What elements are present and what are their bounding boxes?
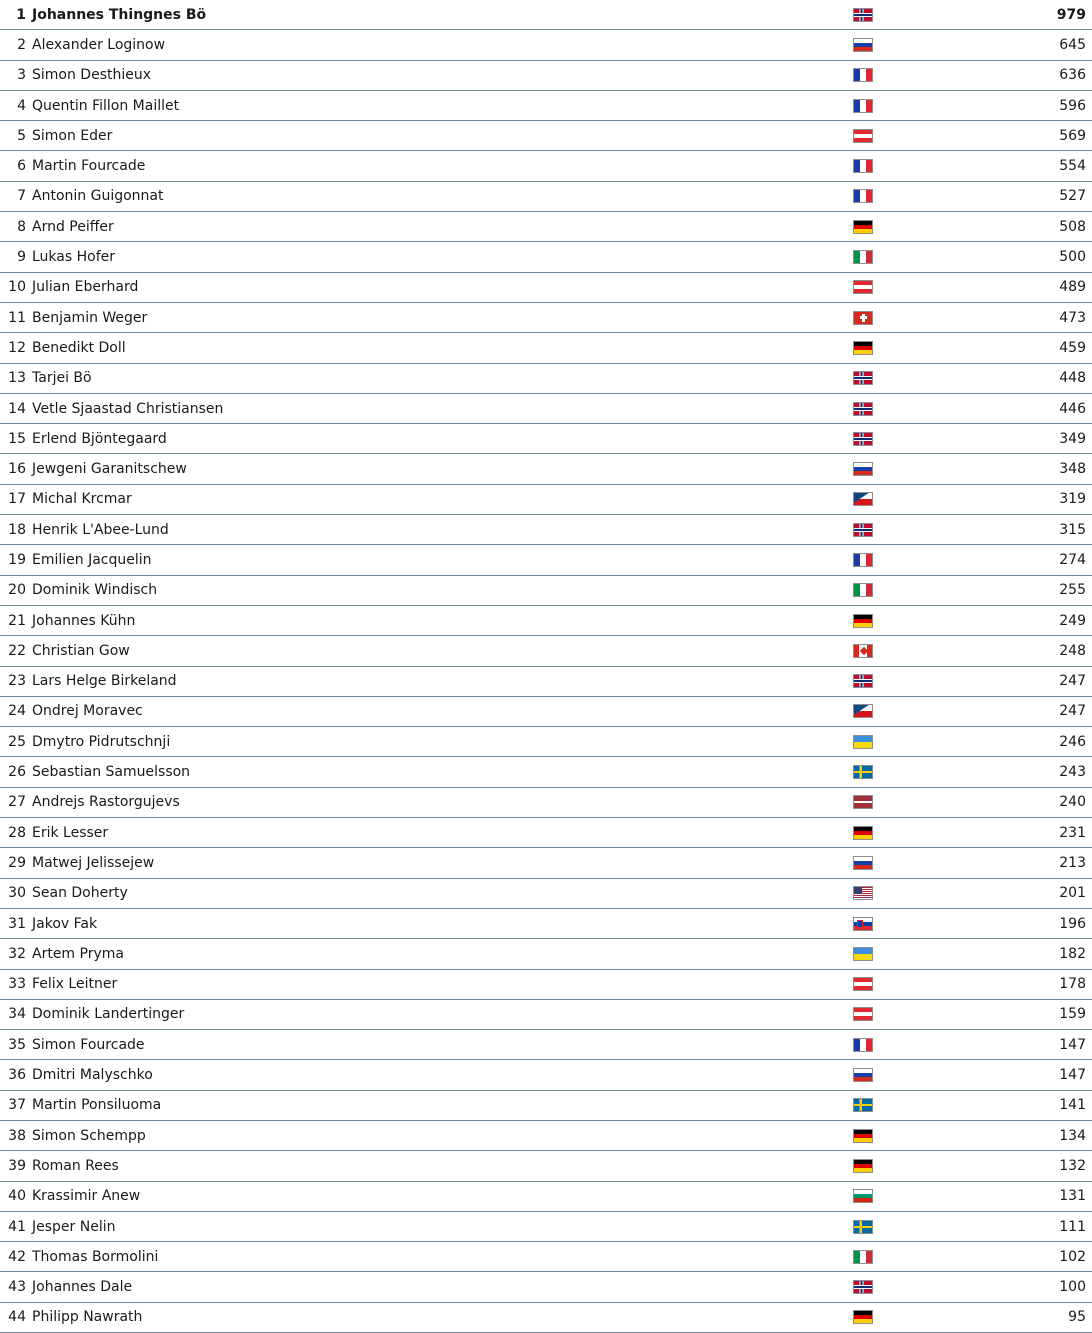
table-row	[0, 666, 1092, 696]
points-cell: 473	[912, 302, 1092, 332]
rank-cell: 31	[0, 908, 32, 938]
flag-cell	[852, 1242, 912, 1272]
athlete-name: Antonin Guigonnat	[32, 181, 852, 211]
athlete-name: Michal Krcmar	[32, 484, 852, 514]
points-cell: 246	[912, 727, 1092, 757]
rank-cell: 5	[0, 121, 32, 151]
italy-flag-icon	[853, 583, 873, 597]
points-cell: 596	[912, 90, 1092, 120]
flag-cell	[852, 60, 912, 90]
austria-flag-icon	[853, 977, 873, 991]
italy-flag-icon	[853, 250, 873, 264]
rank-cell: 36	[0, 1060, 32, 1090]
points-cell: 569	[912, 121, 1092, 151]
flag-cell	[852, 363, 912, 393]
rank-cell: 34	[0, 999, 32, 1029]
table-row	[0, 181, 1092, 211]
flag-cell	[852, 696, 912, 726]
rank-cell: 29	[0, 848, 32, 878]
rank-cell: 33	[0, 969, 32, 999]
rank-cell: 32	[0, 939, 32, 969]
table-row	[0, 1151, 1092, 1181]
table-row	[0, 818, 1092, 848]
table-row	[0, 363, 1092, 393]
points-cell: 247	[912, 666, 1092, 696]
flag-cell	[852, 424, 912, 454]
points-cell: 131	[912, 1181, 1092, 1211]
flag-cell	[852, 757, 912, 787]
rank-cell: 10	[0, 272, 32, 302]
flag-cell	[852, 636, 912, 666]
norway-flag-icon	[853, 674, 873, 688]
sweden-flag-icon	[853, 1220, 873, 1234]
table-row	[0, 30, 1092, 60]
table-row	[0, 121, 1092, 151]
rank-cell: 15	[0, 424, 32, 454]
bulgaria-flag-icon	[853, 1189, 873, 1203]
athlete-name: Roman Rees	[32, 1151, 852, 1181]
athlete-name: Krassimir Anew	[32, 1181, 852, 1211]
rank-cell: 28	[0, 818, 32, 848]
athlete-name: Dmitri Malyschko	[32, 1060, 852, 1090]
rank-cell: 23	[0, 666, 32, 696]
points-cell: 134	[912, 1120, 1092, 1150]
norway-flag-icon	[853, 402, 873, 416]
austria-flag-icon	[853, 129, 873, 143]
flag-cell	[852, 30, 912, 60]
flag-cell	[852, 90, 912, 120]
points-cell: 240	[912, 787, 1092, 817]
athlete-name: Tarjei Bö	[32, 363, 852, 393]
rank-cell: 1	[0, 0, 32, 30]
table-row	[0, 151, 1092, 181]
athlete-name: Simon Desthieux	[32, 60, 852, 90]
points-cell: 95	[912, 1302, 1092, 1332]
norway-flag-icon	[853, 8, 873, 22]
flag-cell	[852, 393, 912, 423]
rank-cell: 42	[0, 1242, 32, 1272]
points-cell: 111	[912, 1211, 1092, 1241]
flag-cell	[852, 575, 912, 605]
ukraine-flag-icon	[853, 735, 873, 749]
norway-flag-icon	[853, 523, 873, 537]
flag-cell	[852, 818, 912, 848]
usa-flag-icon	[853, 886, 873, 900]
points-cell: 141	[912, 1090, 1092, 1120]
germany-flag-icon	[853, 220, 873, 234]
table-row	[0, 424, 1092, 454]
rank-cell: 4	[0, 90, 32, 120]
germany-flag-icon	[853, 614, 873, 628]
athlete-name: Dominik Landertinger	[32, 999, 852, 1029]
rank-cell: 12	[0, 333, 32, 363]
rank-cell: 35	[0, 1030, 32, 1060]
table-row	[0, 969, 1092, 999]
athlete-name: Erlend Bjöntegaard	[32, 424, 852, 454]
athlete-name: Simon Eder	[32, 121, 852, 151]
flag-cell	[852, 969, 912, 999]
points-cell: 319	[912, 484, 1092, 514]
table-row	[0, 515, 1092, 545]
russia-flag-icon	[853, 856, 873, 870]
table-row	[0, 272, 1092, 302]
flag-cell	[852, 515, 912, 545]
norway-flag-icon	[853, 371, 873, 385]
table-row	[0, 848, 1092, 878]
athlete-name: Johannes Kühn	[32, 605, 852, 635]
athlete-name: Simon Fourcade	[32, 1030, 852, 1060]
table-row	[0, 212, 1092, 242]
points-cell: 636	[912, 60, 1092, 90]
rank-cell: 25	[0, 727, 32, 757]
germany-flag-icon	[853, 1129, 873, 1143]
table-row	[0, 636, 1092, 666]
athlete-name: Vetle Sjaastad Christiansen	[32, 393, 852, 423]
table-row	[0, 0, 1092, 30]
table-row	[0, 1211, 1092, 1241]
rank-cell: 2	[0, 30, 32, 60]
flag-cell	[852, 151, 912, 181]
flag-cell	[852, 1272, 912, 1302]
flag-cell	[852, 1151, 912, 1181]
table-row	[0, 242, 1092, 272]
points-cell: 446	[912, 393, 1092, 423]
rank-cell: 20	[0, 575, 32, 605]
table-row	[0, 1060, 1092, 1090]
table-row	[0, 757, 1092, 787]
athlete-name: Jakov Fak	[32, 908, 852, 938]
rank-cell: 27	[0, 787, 32, 817]
table-row	[0, 1030, 1092, 1060]
table-row	[0, 999, 1092, 1029]
points-cell: 315	[912, 515, 1092, 545]
rank-cell: 30	[0, 878, 32, 908]
rank-cell: 39	[0, 1151, 32, 1181]
flag-cell	[852, 454, 912, 484]
russia-flag-icon	[853, 462, 873, 476]
points-cell: 489	[912, 272, 1092, 302]
points-cell: 159	[912, 999, 1092, 1029]
athlete-name: Sean Doherty	[32, 878, 852, 908]
rank-cell: 43	[0, 1272, 32, 1302]
points-cell: 243	[912, 757, 1092, 787]
sweden-flag-icon	[853, 1098, 873, 1112]
athlete-name: Quentin Fillon Maillet	[32, 90, 852, 120]
points-cell: 100	[912, 1272, 1092, 1302]
table-row	[0, 484, 1092, 514]
latvia-flag-icon	[853, 795, 873, 809]
france-flag-icon	[853, 1038, 873, 1052]
athlete-name: Simon Schempp	[32, 1120, 852, 1150]
flag-cell	[852, 908, 912, 938]
canada-flag-icon	[853, 644, 873, 658]
germany-flag-icon	[853, 341, 873, 355]
flag-cell	[852, 727, 912, 757]
table-row	[0, 908, 1092, 938]
table-row	[0, 787, 1092, 817]
athlete-name: Andrejs Rastorgujevs	[32, 787, 852, 817]
flag-cell	[852, 787, 912, 817]
table-row	[0, 1272, 1092, 1302]
flag-cell	[852, 1211, 912, 1241]
flag-cell	[852, 1090, 912, 1120]
ukraine-flag-icon	[853, 947, 873, 961]
austria-flag-icon	[853, 280, 873, 294]
table-row	[0, 696, 1092, 726]
flag-cell	[852, 0, 912, 30]
points-cell: 459	[912, 333, 1092, 363]
athlete-name: Dmytro Pidrutschnji	[32, 727, 852, 757]
rank-cell: 9	[0, 242, 32, 272]
rank-cell: 3	[0, 60, 32, 90]
table-row	[0, 333, 1092, 363]
points-cell: 979	[912, 0, 1092, 30]
athlete-name: Philipp Nawrath	[32, 1302, 852, 1332]
points-cell: 274	[912, 545, 1092, 575]
table-row	[0, 727, 1092, 757]
russia-flag-icon	[853, 1068, 873, 1082]
athlete-name: Johannes Thingnes Bö	[32, 0, 852, 30]
athlete-name: Felix Leitner	[32, 969, 852, 999]
rank-cell: 11	[0, 302, 32, 332]
athlete-name: Jewgeni Garanitschew	[32, 454, 852, 484]
flag-cell	[852, 1181, 912, 1211]
flag-cell	[852, 242, 912, 272]
points-cell: 508	[912, 212, 1092, 242]
flag-cell	[852, 1302, 912, 1332]
italy-flag-icon	[853, 1250, 873, 1264]
table-row	[0, 939, 1092, 969]
points-cell: 102	[912, 1242, 1092, 1272]
rank-cell: 24	[0, 696, 32, 726]
flag-cell	[852, 1120, 912, 1150]
table-row	[0, 1242, 1092, 1272]
rank-cell: 16	[0, 454, 32, 484]
czech-flag-icon	[853, 492, 873, 506]
france-flag-icon	[853, 189, 873, 203]
points-cell: 147	[912, 1030, 1092, 1060]
rank-cell: 26	[0, 757, 32, 787]
rank-cell: 6	[0, 151, 32, 181]
athlete-name: Artem Pryma	[32, 939, 852, 969]
table-row	[0, 60, 1092, 90]
athlete-name: Erik Lesser	[32, 818, 852, 848]
rank-cell: 44	[0, 1302, 32, 1332]
rank-cell: 40	[0, 1181, 32, 1211]
athlete-name: Matwej Jelissejew	[32, 848, 852, 878]
france-flag-icon	[853, 159, 873, 173]
flag-cell	[852, 333, 912, 363]
table-row	[0, 1302, 1092, 1332]
athlete-name: Lukas Hofer	[32, 242, 852, 272]
points-cell: 201	[912, 878, 1092, 908]
points-cell: 500	[912, 242, 1092, 272]
athlete-name: Benedikt Doll	[32, 333, 852, 363]
points-cell: 249	[912, 605, 1092, 635]
russia-flag-icon	[853, 38, 873, 52]
rank-cell: 8	[0, 212, 32, 242]
points-cell: 147	[912, 1060, 1092, 1090]
flag-cell	[852, 939, 912, 969]
slovenia-flag-icon	[853, 917, 873, 931]
athlete-name: Jesper Nelin	[32, 1211, 852, 1241]
points-cell: 182	[912, 939, 1092, 969]
rank-cell: 17	[0, 484, 32, 514]
flag-cell	[852, 212, 912, 242]
points-cell: 132	[912, 1151, 1092, 1181]
athlete-name: Martin Fourcade	[32, 151, 852, 181]
points-cell: 255	[912, 575, 1092, 605]
flag-cell	[852, 666, 912, 696]
rank-cell: 19	[0, 545, 32, 575]
athlete-name: Johannes Dale	[32, 1272, 852, 1302]
czech-flag-icon	[853, 704, 873, 718]
athlete-name: Lars Helge Birkeland	[32, 666, 852, 696]
germany-flag-icon	[853, 1310, 873, 1324]
rank-cell: 37	[0, 1090, 32, 1120]
flag-cell	[852, 545, 912, 575]
france-flag-icon	[853, 553, 873, 567]
flag-cell	[852, 302, 912, 332]
france-flag-icon	[853, 68, 873, 82]
athlete-name: Emilien Jacquelin	[32, 545, 852, 575]
flag-cell	[852, 999, 912, 1029]
flag-cell	[852, 848, 912, 878]
athlete-name: Martin Ponsiluoma	[32, 1090, 852, 1120]
athlete-name: Ondrej Moravec	[32, 696, 852, 726]
sweden-flag-icon	[853, 765, 873, 779]
table-row	[0, 545, 1092, 575]
rank-cell: 38	[0, 1120, 32, 1150]
rank-cell: 13	[0, 363, 32, 393]
points-cell: 645	[912, 30, 1092, 60]
points-cell: 213	[912, 848, 1092, 878]
athlete-name: Sebastian Samuelsson	[32, 757, 852, 787]
athlete-name: Henrik L'Abee-Lund	[32, 515, 852, 545]
points-cell: 527	[912, 181, 1092, 211]
flag-cell	[852, 121, 912, 151]
athlete-name: Dominik Windisch	[32, 575, 852, 605]
table-row	[0, 302, 1092, 332]
points-cell: 554	[912, 151, 1092, 181]
flag-cell	[852, 1030, 912, 1060]
table-row	[0, 1120, 1092, 1150]
athlete-name: Alexander Loginow	[32, 30, 852, 60]
table-row	[0, 393, 1092, 423]
germany-flag-icon	[853, 1159, 873, 1173]
flag-cell	[852, 181, 912, 211]
table-row	[0, 575, 1092, 605]
rank-cell: 21	[0, 605, 32, 635]
athlete-name: Christian Gow	[32, 636, 852, 666]
points-cell: 448	[912, 363, 1092, 393]
athlete-name: Benjamin Weger	[32, 302, 852, 332]
points-cell: 349	[912, 424, 1092, 454]
table-row	[0, 90, 1092, 120]
table-row	[0, 878, 1092, 908]
table-row	[0, 605, 1092, 635]
rank-cell: 41	[0, 1211, 32, 1241]
france-flag-icon	[853, 99, 873, 113]
rank-cell: 14	[0, 393, 32, 423]
rank-cell: 7	[0, 181, 32, 211]
rank-cell: 18	[0, 515, 32, 545]
table-row	[0, 1090, 1092, 1120]
points-cell: 178	[912, 969, 1092, 999]
flag-cell	[852, 605, 912, 635]
flag-cell	[852, 1060, 912, 1090]
rank-cell: 22	[0, 636, 32, 666]
athlete-name: Julian Eberhard	[32, 272, 852, 302]
table-row	[0, 1181, 1092, 1211]
points-cell: 248	[912, 636, 1092, 666]
switzerland-flag-icon	[853, 311, 873, 325]
athlete-name: Thomas Bormolini	[32, 1242, 852, 1272]
points-cell: 231	[912, 818, 1092, 848]
austria-flag-icon	[853, 1007, 873, 1021]
points-cell: 196	[912, 908, 1092, 938]
flag-cell	[852, 484, 912, 514]
table-row	[0, 454, 1092, 484]
flag-cell	[852, 878, 912, 908]
points-cell: 348	[912, 454, 1092, 484]
athlete-name: Arnd Peiffer	[32, 212, 852, 242]
points-cell: 247	[912, 696, 1092, 726]
norway-flag-icon	[853, 432, 873, 446]
norway-flag-icon	[853, 1280, 873, 1294]
germany-flag-icon	[853, 826, 873, 840]
flag-cell	[852, 272, 912, 302]
